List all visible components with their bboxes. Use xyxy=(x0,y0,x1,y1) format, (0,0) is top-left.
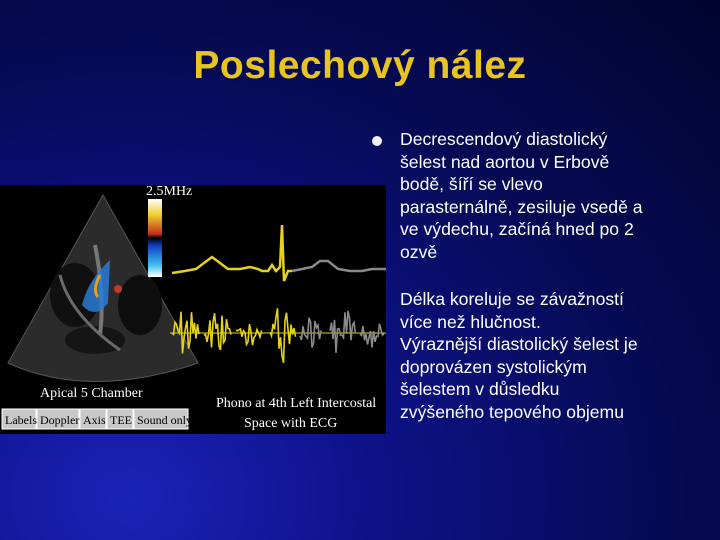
sound-only-button[interactable] xyxy=(134,409,192,429)
phono-caption-line2: Space with ECG xyxy=(244,416,338,431)
svg-text:TEE: TEE xyxy=(110,413,132,427)
slide-title: Poslechový nález xyxy=(193,44,527,87)
echo-phono-figure xyxy=(0,185,386,434)
svg-text:Doppler: Doppler xyxy=(40,413,80,427)
svg-text:Sound only: Sound only xyxy=(137,413,193,427)
view-label: Apical 5 Chamber xyxy=(40,386,143,401)
content-column xyxy=(372,128,702,423)
bullet-text: Decrescendový diastolický šelest nad aortou v Erbově bodě, šíří se vlevo parasternálně, zesiluje vsedě a ve výdechu, začíná hned po 2 ozvě xyxy=(400,129,643,262)
echo-sector-image xyxy=(8,195,198,382)
svg-text:Labels: Labels xyxy=(5,413,37,427)
svg-text:Axis: Axis xyxy=(83,413,106,427)
axis-button[interactable] xyxy=(80,409,106,429)
bullet-marker xyxy=(372,136,382,146)
labels-button[interactable] xyxy=(2,409,37,429)
doppler-button[interactable] xyxy=(37,409,79,429)
viewer-button-bar xyxy=(2,409,192,429)
tee-button[interactable] xyxy=(107,409,133,429)
phonocardiogram-trace xyxy=(170,308,386,363)
doppler-color-scale xyxy=(148,199,162,277)
phono-caption-line1: Phono at 4th Left Intercostal xyxy=(216,396,377,411)
paragraph-text: Délka koreluje se závažností více než hlučnost. Výraznější diastolický šelest je doprovázen systolickým šelestem v důsledku zvýšeného tepového objemu xyxy=(400,289,638,422)
frequency-label: 2.5MHz xyxy=(146,185,193,199)
ecg-trace xyxy=(172,225,386,281)
